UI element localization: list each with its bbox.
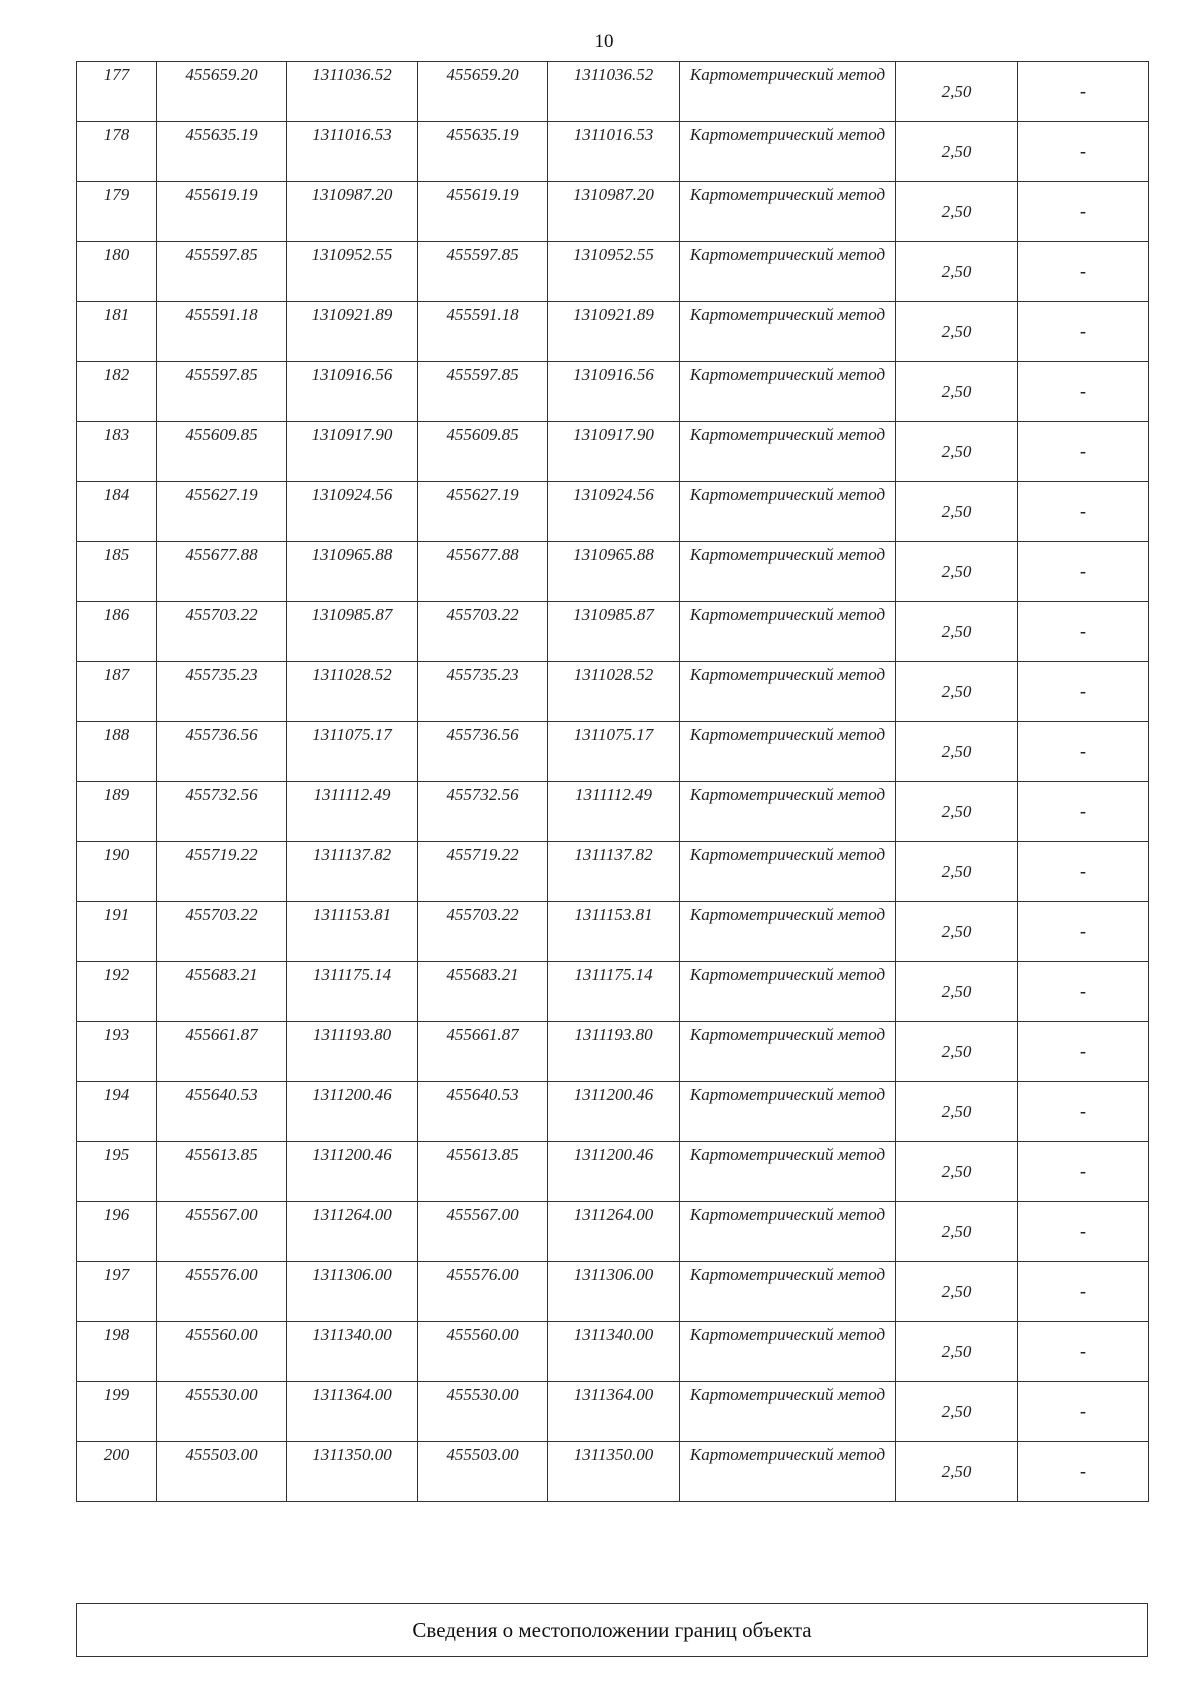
note-cell: - <box>1018 1382 1149 1442</box>
existing-x-cell: 455635.19 <box>157 122 287 182</box>
refined-y-cell: 1310987.20 <box>548 182 680 242</box>
table-row <box>77 182 1149 242</box>
existing-x-cell: 455683.21 <box>157 962 287 1022</box>
method-cell: Картометрический метод <box>680 782 896 842</box>
refined-y-cell: 1310952.55 <box>548 242 680 302</box>
existing-x-cell: 455719.22 <box>157 842 287 902</box>
accuracy-cell: 2,50 <box>896 302 1018 362</box>
refined-y-cell: 1311364.00 <box>548 1382 680 1442</box>
coordinates-table <box>76 61 1149 1502</box>
refined-y-cell: 1311153.81 <box>548 902 680 962</box>
method-cell: Картометрический метод <box>680 1022 896 1082</box>
refined-y-cell: 1311200.46 <box>548 1082 680 1142</box>
table-row <box>77 1142 1149 1202</box>
method-cell: Картометрический метод <box>680 902 896 962</box>
accuracy-cell: 2,50 <box>896 62 1018 122</box>
refined-x-cell: 455613.85 <box>418 1142 548 1202</box>
refined-y-cell: 1311028.52 <box>548 662 680 722</box>
note-cell: - <box>1018 482 1149 542</box>
note-cell: - <box>1018 842 1149 902</box>
point-number-cell: 200 <box>77 1442 157 1502</box>
point-number-cell: 178 <box>77 122 157 182</box>
accuracy-cell: 2,50 <box>896 482 1018 542</box>
existing-y-cell: 1311340.00 <box>287 1322 418 1382</box>
method-cell: Картометрический метод <box>680 1082 896 1142</box>
accuracy-cell: 2,50 <box>896 1022 1018 1082</box>
existing-y-cell: 1310965.88 <box>287 542 418 602</box>
existing-y-cell: 1311075.17 <box>287 722 418 782</box>
table-row <box>77 1322 1149 1382</box>
accuracy-cell: 2,50 <box>896 782 1018 842</box>
existing-x-cell: 455567.00 <box>157 1202 287 1262</box>
table-row <box>77 62 1149 122</box>
refined-x-cell: 455597.85 <box>418 242 548 302</box>
note-cell: - <box>1018 182 1149 242</box>
refined-y-cell: 1311036.52 <box>548 62 680 122</box>
table-row <box>77 482 1149 542</box>
accuracy-cell: 2,50 <box>896 542 1018 602</box>
refined-x-cell: 455503.00 <box>418 1442 548 1502</box>
point-number-cell: 190 <box>77 842 157 902</box>
existing-x-cell: 455640.53 <box>157 1082 287 1142</box>
point-number-cell: 187 <box>77 662 157 722</box>
accuracy-cell: 2,50 <box>896 1262 1018 1322</box>
table-row <box>77 662 1149 722</box>
point-number-cell: 181 <box>77 302 157 362</box>
table-row <box>77 1022 1149 1082</box>
refined-y-cell: 1311264.00 <box>548 1202 680 1262</box>
method-cell: Картометрический метод <box>680 302 896 362</box>
refined-x-cell: 455576.00 <box>418 1262 548 1322</box>
method-cell: Картометрический метод <box>680 602 896 662</box>
existing-y-cell: 1310916.56 <box>287 362 418 422</box>
table-row <box>77 362 1149 422</box>
method-cell: Картометрический метод <box>680 182 896 242</box>
refined-x-cell: 455567.00 <box>418 1202 548 1262</box>
table-row <box>77 1262 1149 1322</box>
existing-x-cell: 455597.85 <box>157 242 287 302</box>
existing-y-cell: 1311137.82 <box>287 842 418 902</box>
table-row <box>77 722 1149 782</box>
refined-x-cell: 455635.19 <box>418 122 548 182</box>
note-cell: - <box>1018 962 1149 1022</box>
existing-y-cell: 1311306.00 <box>287 1262 418 1322</box>
method-cell: Картометрический метод <box>680 1442 896 1502</box>
existing-y-cell: 1310917.90 <box>287 422 418 482</box>
existing-x-cell: 455597.85 <box>157 362 287 422</box>
refined-y-cell: 1310917.90 <box>548 422 680 482</box>
note-cell: - <box>1018 242 1149 302</box>
note-cell: - <box>1018 1262 1149 1322</box>
existing-x-cell: 455503.00 <box>157 1442 287 1502</box>
existing-y-cell: 1311193.80 <box>287 1022 418 1082</box>
existing-x-cell: 455576.00 <box>157 1262 287 1322</box>
table-row <box>77 542 1149 602</box>
existing-x-cell: 455627.19 <box>157 482 287 542</box>
note-cell: - <box>1018 302 1149 362</box>
refined-x-cell: 455703.22 <box>418 902 548 962</box>
refined-y-cell: 1311306.00 <box>548 1262 680 1322</box>
point-number-cell: 188 <box>77 722 157 782</box>
existing-y-cell: 1310924.56 <box>287 482 418 542</box>
existing-x-cell: 455659.20 <box>157 62 287 122</box>
point-number-cell: 195 <box>77 1142 157 1202</box>
existing-y-cell: 1310921.89 <box>287 302 418 362</box>
refined-x-cell: 455719.22 <box>418 842 548 902</box>
accuracy-cell: 2,50 <box>896 962 1018 1022</box>
existing-x-cell: 455661.87 <box>157 1022 287 1082</box>
existing-x-cell: 455560.00 <box>157 1322 287 1382</box>
table-row <box>77 422 1149 482</box>
existing-y-cell: 1311016.53 <box>287 122 418 182</box>
existing-y-cell: 1310985.87 <box>287 602 418 662</box>
refined-y-cell: 1311075.17 <box>548 722 680 782</box>
point-number-cell: 198 <box>77 1322 157 1382</box>
refined-x-cell: 455661.87 <box>418 1022 548 1082</box>
table-row <box>77 962 1149 1022</box>
method-cell: Картометрический метод <box>680 1142 896 1202</box>
refined-x-cell: 455619.19 <box>418 182 548 242</box>
existing-y-cell: 1310952.55 <box>287 242 418 302</box>
existing-y-cell: 1311264.00 <box>287 1202 418 1262</box>
existing-y-cell: 1311028.52 <box>287 662 418 722</box>
point-number-cell: 199 <box>77 1382 157 1442</box>
accuracy-cell: 2,50 <box>896 182 1018 242</box>
note-cell: - <box>1018 1322 1149 1382</box>
boundary-info-title: Сведения о местоположении границ объекта <box>412 1617 812 1642</box>
method-cell: Картометрический метод <box>680 542 896 602</box>
accuracy-cell: 2,50 <box>896 362 1018 422</box>
table-row <box>77 602 1149 662</box>
table-row <box>77 1202 1149 1262</box>
refined-x-cell: 455677.88 <box>418 542 548 602</box>
existing-x-cell: 455703.22 <box>157 602 287 662</box>
refined-y-cell: 1311016.53 <box>548 122 680 182</box>
point-number-cell: 183 <box>77 422 157 482</box>
table-row <box>77 302 1149 362</box>
point-number-cell: 186 <box>77 602 157 662</box>
table-row <box>77 122 1149 182</box>
table-row <box>77 1382 1149 1442</box>
existing-y-cell: 1311175.14 <box>287 962 418 1022</box>
point-number-cell: 192 <box>77 962 157 1022</box>
existing-x-cell: 455613.85 <box>157 1142 287 1202</box>
point-number-cell: 180 <box>77 242 157 302</box>
refined-x-cell: 455609.85 <box>418 422 548 482</box>
existing-y-cell: 1311350.00 <box>287 1442 418 1502</box>
table-row <box>77 842 1149 902</box>
refined-x-cell: 455732.56 <box>418 782 548 842</box>
existing-x-cell: 455677.88 <box>157 542 287 602</box>
existing-x-cell: 455530.00 <box>157 1382 287 1442</box>
existing-x-cell: 455591.18 <box>157 302 287 362</box>
note-cell: - <box>1018 662 1149 722</box>
note-cell: - <box>1018 1142 1149 1202</box>
note-cell: - <box>1018 722 1149 782</box>
accuracy-cell: 2,50 <box>896 1322 1018 1382</box>
refined-x-cell: 455640.53 <box>418 1082 548 1142</box>
point-number-cell: 191 <box>77 902 157 962</box>
note-cell: - <box>1018 62 1149 122</box>
existing-y-cell: 1311200.46 <box>287 1142 418 1202</box>
method-cell: Картометрический метод <box>680 1202 896 1262</box>
existing-y-cell: 1311153.81 <box>287 902 418 962</box>
refined-y-cell: 1310924.56 <box>548 482 680 542</box>
refined-x-cell: 455597.85 <box>418 362 548 422</box>
note-cell: - <box>1018 1202 1149 1262</box>
refined-y-cell: 1311350.00 <box>548 1442 680 1502</box>
point-number-cell: 197 <box>77 1262 157 1322</box>
point-number-cell: 189 <box>77 782 157 842</box>
method-cell: Картометрический метод <box>680 722 896 782</box>
refined-x-cell: 455627.19 <box>418 482 548 542</box>
accuracy-cell: 2,50 <box>896 1142 1018 1202</box>
point-number-cell: 193 <box>77 1022 157 1082</box>
refined-y-cell: 1311112.49 <box>548 782 680 842</box>
note-cell: - <box>1018 122 1149 182</box>
refined-y-cell: 1310921.89 <box>548 302 680 362</box>
note-cell: - <box>1018 1442 1149 1502</box>
refined-x-cell: 455659.20 <box>418 62 548 122</box>
method-cell: Картометрический метод <box>680 662 896 722</box>
note-cell: - <box>1018 362 1149 422</box>
existing-y-cell: 1310987.20 <box>287 182 418 242</box>
refined-x-cell: 455683.21 <box>418 962 548 1022</box>
note-cell: - <box>1018 1022 1149 1082</box>
page-number: 10 <box>594 31 614 52</box>
existing-y-cell: 1311364.00 <box>287 1382 418 1442</box>
accuracy-cell: 2,50 <box>896 122 1018 182</box>
existing-x-cell: 455703.22 <box>157 902 287 962</box>
boundary-info-box <box>76 1603 1148 1657</box>
accuracy-cell: 2,50 <box>896 1382 1018 1442</box>
method-cell: Картометрический метод <box>680 1322 896 1382</box>
refined-x-cell: 455530.00 <box>418 1382 548 1442</box>
refined-y-cell: 1311193.80 <box>548 1022 680 1082</box>
refined-y-cell: 1311137.82 <box>548 842 680 902</box>
note-cell: - <box>1018 602 1149 662</box>
existing-x-cell: 455735.23 <box>157 662 287 722</box>
method-cell: Картометрический метод <box>680 962 896 1022</box>
note-cell: - <box>1018 422 1149 482</box>
existing-y-cell: 1311112.49 <box>287 782 418 842</box>
existing-x-cell: 455609.85 <box>157 422 287 482</box>
method-cell: Картометрический метод <box>680 1262 896 1322</box>
accuracy-cell: 2,50 <box>896 722 1018 782</box>
accuracy-cell: 2,50 <box>896 422 1018 482</box>
table-row <box>77 242 1149 302</box>
accuracy-cell: 2,50 <box>896 1082 1018 1142</box>
refined-x-cell: 455735.23 <box>418 662 548 722</box>
accuracy-cell: 2,50 <box>896 1442 1018 1502</box>
refined-y-cell: 1310965.88 <box>548 542 680 602</box>
accuracy-cell: 2,50 <box>896 1202 1018 1262</box>
accuracy-cell: 2,50 <box>896 902 1018 962</box>
refined-y-cell: 1311200.46 <box>548 1142 680 1202</box>
point-number-cell: 182 <box>77 362 157 422</box>
method-cell: Картометрический метод <box>680 842 896 902</box>
existing-x-cell: 455732.56 <box>157 782 287 842</box>
point-number-cell: 179 <box>77 182 157 242</box>
accuracy-cell: 2,50 <box>896 842 1018 902</box>
refined-x-cell: 455736.56 <box>418 722 548 782</box>
refined-y-cell: 1311340.00 <box>548 1322 680 1382</box>
existing-y-cell: 1311200.46 <box>287 1082 418 1142</box>
refined-y-cell: 1310916.56 <box>548 362 680 422</box>
method-cell: Картометрический метод <box>680 62 896 122</box>
note-cell: - <box>1018 902 1149 962</box>
note-cell: - <box>1018 542 1149 602</box>
refined-x-cell: 455591.18 <box>418 302 548 362</box>
table-row <box>77 902 1149 962</box>
coordinates-table-body <box>77 62 1149 1502</box>
point-number-cell: 185 <box>77 542 157 602</box>
method-cell: Картометрический метод <box>680 482 896 542</box>
point-number-cell: 177 <box>77 62 157 122</box>
note-cell: - <box>1018 782 1149 842</box>
refined-x-cell: 455560.00 <box>418 1322 548 1382</box>
accuracy-cell: 2,50 <box>896 602 1018 662</box>
point-number-cell: 194 <box>77 1082 157 1142</box>
method-cell: Картометрический метод <box>680 422 896 482</box>
refined-x-cell: 455703.22 <box>418 602 548 662</box>
note-cell: - <box>1018 1082 1149 1142</box>
method-cell: Картометрический метод <box>680 362 896 422</box>
accuracy-cell: 2,50 <box>896 662 1018 722</box>
table-row <box>77 1442 1149 1502</box>
table-row <box>77 1082 1149 1142</box>
table-row <box>77 782 1149 842</box>
point-number-cell: 184 <box>77 482 157 542</box>
existing-y-cell: 1311036.52 <box>287 62 418 122</box>
method-cell: Картометрический метод <box>680 1382 896 1442</box>
refined-y-cell: 1310985.87 <box>548 602 680 662</box>
refined-y-cell: 1311175.14 <box>548 962 680 1022</box>
method-cell: Картометрический метод <box>680 122 896 182</box>
accuracy-cell: 2,50 <box>896 242 1018 302</box>
method-cell: Картометрический метод <box>680 242 896 302</box>
existing-x-cell: 455619.19 <box>157 182 287 242</box>
existing-x-cell: 455736.56 <box>157 722 287 782</box>
point-number-cell: 196 <box>77 1202 157 1262</box>
